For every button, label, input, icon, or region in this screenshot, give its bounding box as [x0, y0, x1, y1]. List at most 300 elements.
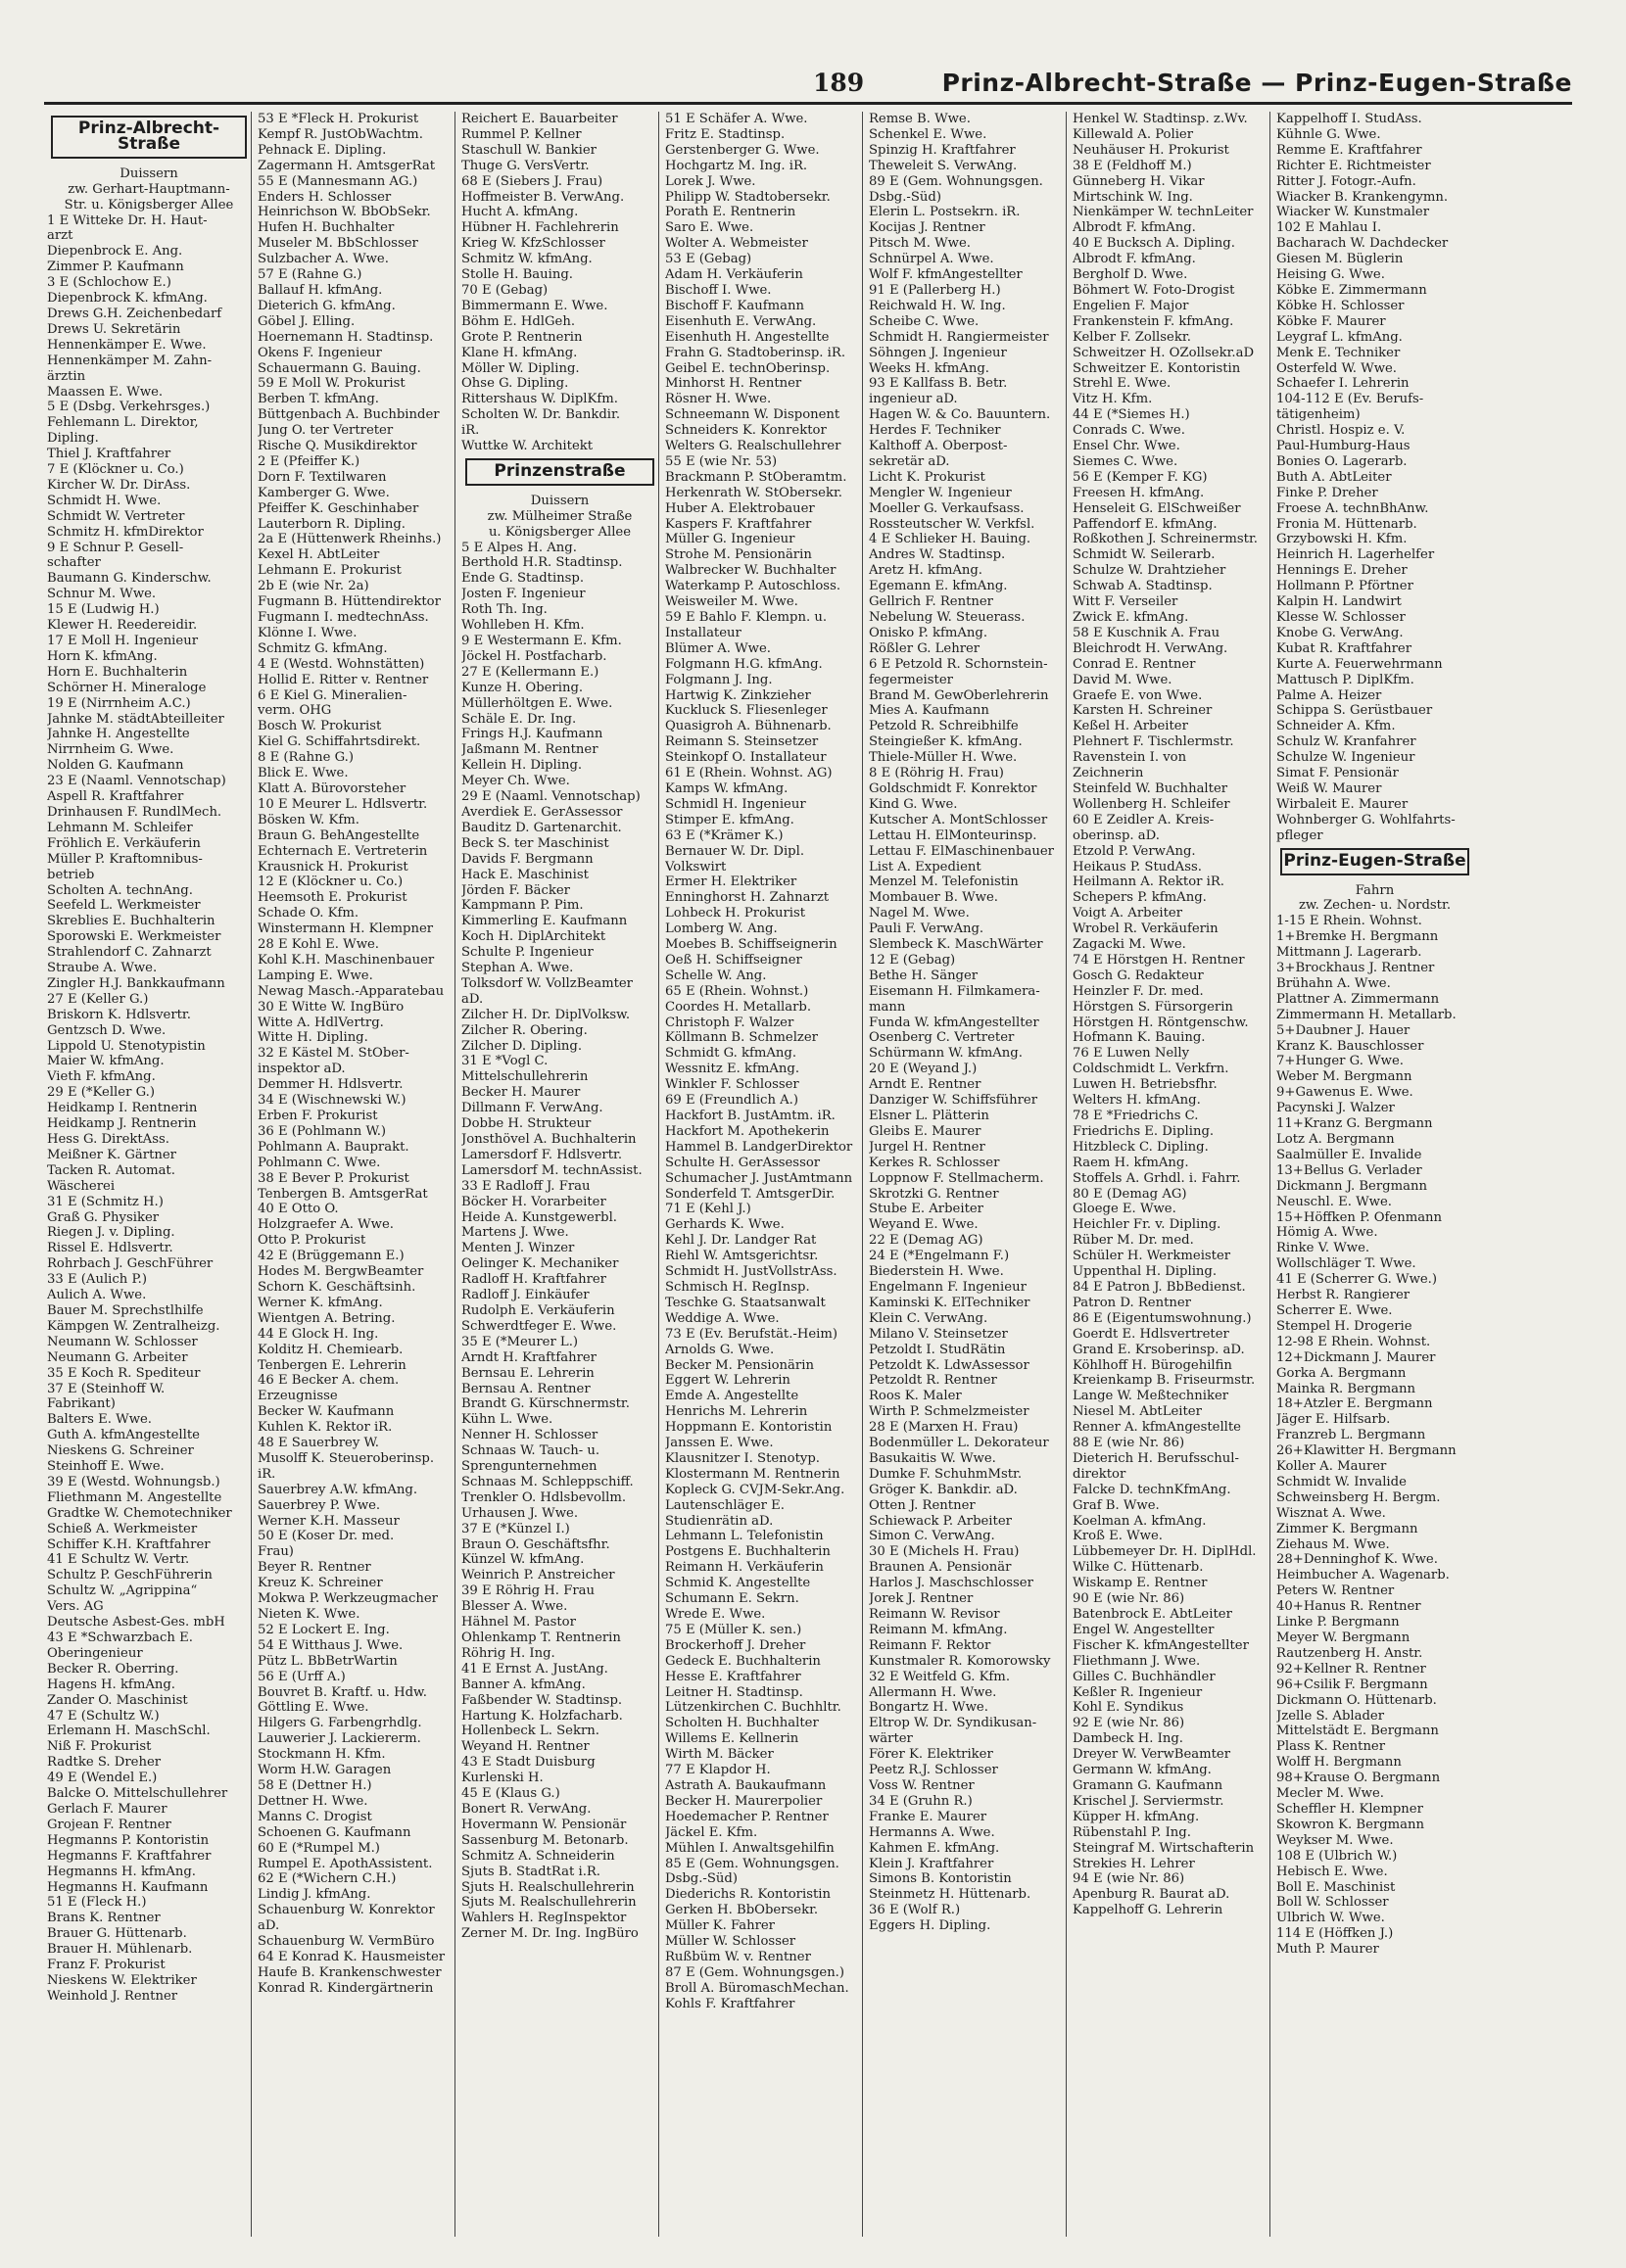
directory-entry: Strahlendorf C. Zahnarzt: [47, 945, 212, 961]
directory-entry: Schultz W. „Agrippina“: [47, 1583, 198, 1599]
directory-entry: Killewald A. Polier: [1073, 126, 1194, 142]
directory-entry: Mirtschink W. Ing.: [1073, 189, 1193, 205]
directory-entry: Brauer G. Hüttenarb.: [47, 1926, 187, 1942]
directory-entry: 98+Krause O. Bergmann: [1276, 1771, 1441, 1786]
directory-entry: Horn K. kfmAng.: [47, 648, 158, 664]
directory-entry: Böcker H. Vorarbeiter: [461, 1194, 606, 1209]
directory-entry: Wisznat A. Wwe.: [1276, 1505, 1386, 1521]
directory-entry: Lettau H. ElMonteurinsp.: [869, 827, 1037, 843]
directory-entry: Schelle W. Ang.: [665, 968, 767, 983]
directory-entry: Witte H. Dipling.: [258, 1030, 368, 1046]
directory-entry: 30 E Witte W. IngBüro: [258, 999, 405, 1015]
directory-entry: 2a E (Hüttenwerk Rheinhs.): [258, 532, 442, 547]
directory-entry: Sjuts M. Realschullehrerin: [461, 1895, 637, 1911]
directory-entry: Nieten K. Wwe.: [258, 1607, 360, 1622]
directory-entry: 22 E (Demag AG): [869, 1233, 983, 1249]
directory-entry: Müller W. Schlosser: [665, 1934, 796, 1950]
directory-entry: 37 E (Steinhoff W.: [47, 1381, 166, 1396]
directory-entry: Radtke S. Dreher: [47, 1755, 162, 1771]
directory-entry: 90 E (wie Nr. 86): [1073, 1591, 1185, 1607]
directory-entry: 59 E Bahlo F. Klempn. u.: [665, 610, 828, 625]
directory-entry: Lettau F. ElMaschinenbauer: [869, 843, 1054, 859]
directory-entry: Kocijas J. Rentner: [869, 220, 985, 236]
directory-entry: iR.: [461, 423, 480, 439]
directory-entry: Bernsau A. Rentner: [461, 1381, 591, 1396]
directory-entry: Graefe E. von Wwe.: [1073, 687, 1203, 703]
directory-entry: Briskorn K. Hdlsvertr.: [47, 1007, 191, 1022]
directory-entry: Welters H. kfmAng.: [1073, 1093, 1201, 1109]
directory-entry: Worm H.W. Garagen: [258, 1763, 392, 1778]
directory-entry: Mombauer B. Wwe.: [869, 890, 998, 906]
directory-entry: Wirth M. Bäcker: [665, 1747, 774, 1763]
directory-entry: Saalmüller E. Invalide: [1276, 1147, 1422, 1162]
directory-entry: 8 E (Rahne G.): [258, 750, 355, 766]
directory-entry: 102 E Mahlau I.: [1276, 220, 1382, 236]
directory-entry: Zimmermann H. Metallarb.: [1276, 1007, 1457, 1022]
directory-entry: Heinrichson W. BbObSekr.: [258, 205, 431, 220]
directory-entry: Kuhlen K. Rektor iR.: [258, 1420, 393, 1436]
directory-entry: 31 E (Schmitz H.): [47, 1194, 164, 1209]
directory-entry: Rudolph E. Verkäuferin: [461, 1302, 615, 1318]
directory-entry: Balters E. Wwe.: [47, 1412, 152, 1428]
directory-entry: Arndt E. Rentner: [869, 1077, 981, 1093]
directory-entry: Bosch W. Prokurist: [258, 719, 382, 734]
directory-entry: 9 E Schnur P. Gesell-: [47, 540, 184, 555]
directory-entry: Rische Q. Musikdirektor: [258, 439, 417, 454]
directory-entry: Gramann G. Kaufmann: [1073, 1777, 1223, 1793]
directory-entry: Heidkamp J. Rentnerin: [47, 1116, 197, 1132]
directory-entry: Hegmanns H. Kaufmann: [47, 1879, 209, 1895]
directory-entry: Maier W. kfmAng.: [47, 1054, 165, 1069]
directory-entry: 12+Dickmann J. Maurer: [1276, 1349, 1436, 1365]
directory-entry: Hackfort M. Apothekerin: [665, 1123, 830, 1139]
directory-entry: Hilgers G. Farbengrhdlg.: [258, 1716, 422, 1731]
directory-entry: Philipp W. Stadtobersekr.: [665, 189, 831, 205]
directory-entry: Schulze W. Ingenieur: [1276, 750, 1415, 766]
directory-entry: Schäle E. Dr. Ing.: [461, 711, 577, 727]
directory-entry: Slembeck K. MaschWärter: [869, 937, 1043, 953]
directory-entry: Roth Th. Ing.: [461, 602, 548, 618]
directory-entry: 6 E Kiel G. Mineralien-: [258, 687, 407, 703]
directory-entry: Heising G. Wwe.: [1276, 267, 1385, 283]
directory-entry: 52 E Lockert E. Ing.: [258, 1622, 390, 1637]
directory-entry: Mittelschullehrerin: [461, 1069, 589, 1085]
directory-entry: Eisemann H. Filmkamera-: [869, 983, 1040, 999]
directory-entry: 3+Brockhaus J. Rentner: [1276, 961, 1435, 976]
directory-entry: Licht K. Prokurist: [869, 469, 985, 485]
directory-entry: Klausnitzer I. Stenotyp.: [665, 1450, 820, 1466]
directory-entry: Reimann M. kfmAng.: [869, 1622, 1008, 1637]
directory-entry: Geibel E. technOberinsp.: [665, 360, 831, 376]
directory-entry: Leitner H. Stadtinsp.: [665, 1684, 803, 1700]
directory-entry: Jahnke M. städtAbteilleiter: [47, 711, 224, 727]
directory-entry: Schulz W. Kranfahrer: [1276, 734, 1416, 750]
directory-entry: Wientgen A. Betring.: [258, 1310, 396, 1326]
directory-entry: Wohlleben H. Kfm.: [461, 618, 585, 634]
directory-entry: David M. Wwe.: [1073, 672, 1172, 687]
directory-entry: Karsten H. Schreiner: [1073, 703, 1213, 719]
directory-entry: Conrad E. Rentner: [1073, 656, 1196, 672]
directory-entry: 63 E (*Krämer K.): [665, 827, 784, 843]
directory-entry: Heimbucher A. Wagenarb.: [1276, 1568, 1450, 1583]
directory-entry: 7 E (Klöckner u. Co.): [47, 462, 184, 478]
directory-entry: Giesen M. Büglerin: [1276, 252, 1404, 267]
directory-entry: Schörner H. Mineraloge: [47, 680, 207, 695]
directory-entry: Berthold H.R. Stadtinsp.: [461, 555, 623, 571]
directory-entry: Franz F. Prokurist: [47, 1958, 166, 1973]
directory-entry: Neuhäuser H. Prokurist: [1073, 142, 1229, 158]
directory-entry: 5+Daubner J. Hauer: [1276, 1022, 1411, 1038]
directory-entry: Böhmert W. Foto-Drogist: [1073, 282, 1235, 298]
directory-entry: Kolditz H. Chemiearb.: [258, 1342, 404, 1357]
directory-entry: Petzoldt R. Rentner: [869, 1373, 997, 1389]
directory-entry: Kranz K. Bauschlosser: [1276, 1038, 1424, 1054]
directory-entry: Gerlach F. Maurer: [47, 1801, 167, 1817]
directory-entry: Ermer H. Elektriker: [665, 874, 797, 890]
directory-entry: Rüber M. Dr. med.: [1073, 1233, 1194, 1249]
directory-entry: Hegmanns F. Kraftfahrer: [47, 1848, 212, 1864]
directory-entry: Hartwig K. Zinkzieher: [665, 687, 811, 703]
directory-entry: Scholten H. Buchhalter: [665, 1716, 819, 1731]
directory-entry: Milano V. Steinsetzer: [869, 1326, 1008, 1342]
directory-entry: Hufen H. Buchhalter: [258, 220, 395, 236]
directory-entry: 56 E (Kemper F. KG): [1073, 469, 1208, 485]
directory-entry: Schnur M. Wwe.: [47, 587, 157, 602]
directory-entry: Büttgenbach A. Buchbinder: [258, 407, 440, 423]
directory-entry: Klesse W. Schlosser: [1276, 610, 1406, 625]
directory-entry: Hennings E. Dreher: [1276, 563, 1408, 579]
directory-entry: 4 E Schlieker H. Bauing.: [869, 532, 1031, 547]
directory-entry: Schweitzer E. Kontoristin: [1073, 360, 1241, 376]
directory-entry: Fröhlich E. Verkäuferin: [47, 835, 201, 851]
directory-entry: Weyand E. Wwe.: [869, 1217, 979, 1233]
directory-entry: Jonsthövel A. Buchhalterin: [461, 1132, 637, 1147]
directory-entry: Menzel M. Telefonistin: [869, 874, 1019, 890]
directory-entry: Plehnert F. Tischlermstr.: [1073, 734, 1234, 750]
directory-entry: Petzold R. Schreibhilfe: [869, 719, 1019, 734]
directory-entry: Freesen H. kfmAng.: [1073, 485, 1205, 500]
directory-entry: Allermann H. Wwe.: [869, 1684, 997, 1700]
directory-entry: Mies A. Kaufmann: [869, 703, 989, 719]
directory-entry: Renner A. kfmAngestellte: [1073, 1420, 1241, 1436]
directory-entry: Paffendorf E. kfmAng.: [1073, 516, 1218, 532]
directory-entry: Köbke H. Schlosser: [1276, 298, 1405, 313]
directory-entry: Aretz H. kfmAng.: [869, 563, 982, 579]
directory-entry: Lübbemeyer Dr. H. DiplHdl.: [1073, 1544, 1257, 1560]
directory-entry: Averdiek E. GerAssessor: [461, 804, 623, 820]
directory-entry: Engelmann F. Ingenieur: [869, 1279, 1027, 1295]
directory-entry: Schumann E. Sekrn.: [665, 1591, 799, 1607]
directory-entry: Rumpel E. ApothAssistent.: [258, 1856, 433, 1871]
directory-entry: Peters W. Rentner: [1276, 1583, 1395, 1599]
page-number: 189: [813, 69, 865, 97]
directory-entry: Urhausen J. Wwe.: [461, 1505, 579, 1521]
directory-entry: Bernauer W. Dr. Dipl.: [665, 843, 805, 859]
directory-entry: 48 E Sauerbrey W.: [258, 1436, 379, 1451]
directory-entry: Bischoff F. Kaufmann: [665, 298, 804, 313]
directory-entry: Hitzbleck C. Dipling.: [1073, 1139, 1209, 1155]
directory-entry: Simon C. VerwAng.: [869, 1529, 995, 1544]
directory-column: [47, 112, 251, 2237]
directory-entry: Heide A. Kunstgewerbl.: [461, 1209, 617, 1225]
directory-entry: Osterfeld W. Wwe.: [1276, 360, 1397, 376]
directory-entry: 40+Hanus R. Rentner: [1276, 1599, 1421, 1615]
directory-entry: Gilles C. Buchhändler: [1073, 1669, 1216, 1684]
directory-entry: Schmidl H. Ingenieur: [665, 796, 806, 812]
directory-entry: Aspell R. Kraftfahrer: [47, 789, 184, 805]
directory-entry: Kappelhoff G. Lehrerin: [1073, 1903, 1223, 1918]
directory-entry: verm. OHG: [258, 703, 332, 719]
directory-entry: arzt: [47, 228, 73, 244]
directory-entry: 17 E Moll H. Ingenieur: [47, 634, 199, 648]
directory-entry: Niesel M. AbtLeiter: [1073, 1404, 1202, 1420]
directory-entry: Krieg W. KfzSchlosser: [461, 236, 605, 252]
directory-entry: Schiffer K.H. Kraftfahrer: [47, 1536, 211, 1552]
directory-entry: Roßkothen J. Schreinermstr.: [1073, 532, 1258, 547]
directory-entry: 44 E (*Siemes H.): [1073, 407, 1190, 423]
directory-entry: Dorn F. Textilwaren: [258, 469, 387, 485]
directory-entry: Lauwerier J. Lackiererm.: [258, 1731, 421, 1747]
directory-entry: 3 E (Schlochow E.): [47, 275, 171, 291]
directory-entry: Nienkämper W. technLeiter: [1073, 205, 1254, 220]
directory-entry: Reimann S. Steinsetzer: [665, 734, 819, 750]
directory-entry: Bergholf D. Wwe.: [1073, 267, 1188, 283]
directory-entry: 42 E (Brüggemann E.): [258, 1249, 405, 1264]
directory-entry: Schumacher J. JustAmtmann: [665, 1170, 853, 1186]
directory-entry: Hebisch E. Wwe.: [1276, 1864, 1388, 1879]
directory-entry: Steingießer K. kfmAng.: [869, 734, 1023, 750]
directory-entry: Zagacki M. Wwe.: [1073, 937, 1186, 953]
directory-entry: Wirth P. Schmelzmeister: [869, 1404, 1029, 1420]
directory-entry: Germann W. kfmAng.: [1073, 1763, 1212, 1778]
directory-column: [1066, 112, 1269, 2237]
directory-entry: 89 E (Gem. Wohnungsgen.: [869, 173, 1043, 189]
directory-entry: Braun G. BehAngestellte: [258, 827, 420, 843]
directory-entry: 108 E (Ulbrich W.): [1276, 1848, 1398, 1864]
directory-entry: Kämpgen W. Zentralheizg.: [47, 1318, 220, 1334]
directory-entry: Goldschmidt F. Konrektor: [869, 780, 1037, 796]
directory-entry: Klane H. kfmAng.: [461, 345, 578, 360]
directory-entry: Muth P. Maurer: [1276, 1942, 1379, 1958]
directory-entry: Schmisch H. RegInsp.: [665, 1279, 810, 1295]
directory-entry: Pfeiffer K. Geschinhaber: [258, 500, 419, 516]
directory-entry: 43 E Stadt Duisburg: [461, 1755, 596, 1771]
directory-entry: 41 E Schultz W. Vertr.: [47, 1552, 190, 1568]
directory-entry: Skrotzki G. Rentner: [869, 1186, 999, 1202]
directory-entry: Klein C. VerwAng.: [869, 1310, 988, 1326]
directory-entry: Jung O. ter Vertreter: [258, 423, 394, 439]
directory-entry: Winstermann H. Klempner: [258, 921, 434, 937]
directory-entry: Simat F. Pensionär: [1276, 766, 1399, 781]
directory-entry: Plattner A. Zimmermann: [1276, 991, 1440, 1007]
directory-entry: Minhorst H. Rentner: [665, 376, 802, 392]
directory-entry: Gloege E. Wwe.: [1073, 1202, 1176, 1217]
directory-entry: betrieb: [47, 867, 95, 882]
directory-entry: Arndt H. Kraftfahrer: [461, 1349, 597, 1365]
directory-entry: Gentzsch D. Wwe.: [47, 1022, 167, 1038]
directory-entry: aD.: [258, 1918, 280, 1934]
directory-entry: 38 E Bever P. Prokurist: [258, 1170, 409, 1186]
directory-entry: Schepers P. kfmAng.: [1073, 890, 1207, 906]
directory-entry: Schweitzer H. OZollsekr.aD: [1073, 345, 1255, 360]
directory-entry: Heidkamp I. Rentnerin: [47, 1101, 198, 1116]
directory-entry: 74 E Hörstgen H. Rentner: [1073, 952, 1245, 968]
directory-entry: Linke P. Bergmann: [1276, 1615, 1400, 1630]
directory-entry: Brackmann P. StOberamtm.: [665, 469, 847, 485]
directory-entry: Heikaus P. StudAss.: [1073, 859, 1202, 874]
directory-entry: Echternach E. Vertreterin: [258, 843, 428, 859]
directory-entry: Palme A. Heizer: [1276, 687, 1382, 703]
directory-entry: 96+Csilik F. Bergmann: [1276, 1677, 1428, 1692]
directory-entry: Hochgartz M. Ing. iR.: [665, 158, 808, 173]
directory-entry: 1-15 E Rhein. Wohnst.: [1276, 914, 1422, 929]
directory-entry: Franke E. Maurer: [869, 1809, 987, 1824]
directory-entry: Konrad R. Kindergärtnerin: [258, 1980, 434, 1996]
directory-entry: Holzgraefer A. Wwe.: [258, 1217, 394, 1233]
directory-entry: 4 E (Westd. Wohnstätten): [258, 656, 425, 672]
directory-entry: 86 E (Eigentumswohnung.): [1073, 1310, 1252, 1326]
directory-entry: Thuge G. VersVertr.: [461, 158, 590, 173]
directory-entry: Volkswirt: [665, 859, 727, 874]
directory-entry: Becker H. Maurerpolier: [665, 1793, 823, 1809]
directory-entry: schafter: [47, 555, 101, 571]
directory-entry: Scherrer E. Wwe.: [1276, 1302, 1393, 1318]
directory-column: [1269, 112, 1473, 2237]
directory-entry: Meyer Ch. Wwe.: [461, 774, 570, 789]
directory-entry: Rossteutscher W. Verkfsl.: [869, 516, 1035, 532]
directory-entry: Blesser A. Wwe.: [461, 1599, 568, 1615]
directory-entry: Gerhards K. Wwe.: [665, 1217, 785, 1233]
directory-entry: Wiacker W. Kunstmaler: [1276, 205, 1430, 220]
directory-entry: Jzelle S. Ablader: [1276, 1708, 1385, 1724]
directory-entry: Schauenburg W. Konrektor: [258, 1903, 435, 1918]
directory-entry: Otten J. Rentner: [869, 1497, 976, 1513]
directory-entry: 56 E (Urff A.): [258, 1669, 346, 1684]
directory-entry: Patron D. Rentner: [1073, 1295, 1191, 1310]
directory-entry: Hörstgen H. Röntgenschw.: [1073, 1015, 1249, 1030]
directory-entry: Reichert E. Bauarbeiter: [461, 112, 618, 126]
directory-entry: Bodenmüller L. Dekorateur: [869, 1436, 1049, 1451]
directory-entry: Plass K. Rentner: [1276, 1739, 1386, 1755]
directory-entry: Hörstgen S. Fürsorgerin: [1073, 999, 1233, 1015]
directory-entry: 28 E Kohl E. Wwe.: [258, 937, 379, 953]
directory-entry: Beck S. ter Maschinist: [461, 835, 609, 851]
directory-entry: 85 E (Gem. Wohnungsgen.: [665, 1856, 839, 1871]
directory-entry: Schulte P. Ingenieur: [461, 945, 594, 961]
directory-entry: Teschke G. Staatsanwalt: [665, 1295, 826, 1310]
directory-entry: Vieth F. kfmAng.: [47, 1069, 156, 1085]
directory-entry: Harlos J. Maschschlosser: [869, 1576, 1033, 1591]
directory-entry: Schulte H. GerAssessor: [665, 1155, 821, 1170]
directory-entry: Müller K. Fahrer: [665, 1918, 775, 1934]
directory-entry: Willems E. Kellnerin: [665, 1731, 799, 1747]
directory-entry: Mengler W. Ingenieur: [869, 485, 1012, 500]
directory-entry: Kuckluck S. Fliesenleger: [665, 703, 828, 719]
directory-entry: Keßler R. Ingenieur: [1073, 1684, 1203, 1700]
directory-entry: Strehl E. Wwe.: [1073, 376, 1172, 392]
directory-entry: Drews G.H. Zeichenbedarf: [47, 306, 222, 321]
directory-entry: 94 E (wie Nr. 86): [1073, 1871, 1185, 1887]
directory-entry: Frahn G. Stadtoberinsp. iR.: [665, 345, 846, 360]
directory-entry: Nirrnheim G. Wwe.: [47, 742, 174, 758]
directory-entry: Tenbergen E. Lehrerin: [258, 1357, 406, 1373]
directory-entry: Musolff K. Steueroberinsp.: [258, 1450, 435, 1466]
directory-entry: Wollenberg H. Schleifer: [1073, 796, 1230, 812]
directory-entry: Wessnitz E. kfmAng.: [665, 1062, 800, 1077]
directory-entry: Hammel B. LandgerDirektor: [665, 1139, 853, 1155]
directory-entry: Wirbaleit E. Maurer: [1276, 796, 1409, 812]
directory-entry: Klatt A. Bürovorsteher: [258, 780, 406, 796]
directory-entry: Schüler H. Werkmeister: [1073, 1249, 1231, 1264]
directory-entry: 54 E Witthaus J. Wwe.: [258, 1637, 404, 1653]
directory-entry: Kamberger G. Wwe.: [258, 485, 390, 500]
directory-entry: Petzoldt K. LdwAssessor: [869, 1357, 1029, 1373]
directory-entry: Wolter A. Webmeister: [665, 236, 808, 252]
directory-entry: Frau): [258, 1544, 294, 1560]
directory-entry: Diepenbrock K. kfmAng.: [47, 291, 208, 307]
directory-entry: 43 E *Schwarzbach E.: [47, 1630, 193, 1645]
directory-entry: Herkenrath W. StObersekr.: [665, 485, 842, 500]
directory-entry: 76 E Luwen Nelly: [1073, 1046, 1190, 1062]
directory-entry: Blick E. Wwe.: [258, 766, 349, 781]
directory-entry: Röhrig H. Ing.: [461, 1645, 555, 1661]
directory-entry: Rinke V. Wwe.: [1276, 1241, 1370, 1256]
directory-entry: 9 E Westermann E. Kfm.: [461, 634, 622, 648]
directory-entry: Stephan A. Wwe.: [461, 961, 574, 976]
directory-entry: Oberingenieur: [47, 1645, 143, 1661]
directory-entry: Rautzenberg H. Anstr.: [1276, 1645, 1423, 1661]
directory-entry: Kalthoff A. Oberpost-: [869, 439, 1008, 454]
directory-entry: Koelman A. kfmAng.: [1073, 1513, 1207, 1529]
directory-entry: Hoedemacher P. Rentner: [665, 1809, 829, 1824]
directory-entry: Vitz H. Kfm.: [1073, 392, 1153, 407]
directory-entry: Biederstein H. Wwe.: [869, 1264, 1004, 1280]
directory-entry: sekretär aD.: [869, 453, 950, 469]
directory-entry: Schaefer I. Lehrerin: [1276, 376, 1410, 392]
directory-entry: Stockmann H. Kfm.: [258, 1747, 386, 1763]
directory-entry: Demmer H. Hdlsvertr.: [258, 1077, 404, 1093]
directory-entry: Danziger W. Schiffsführer: [869, 1093, 1038, 1109]
directory-entry: Bleichrodt H. VerwAng.: [1073, 640, 1228, 656]
directory-entry: Skowron K. Bergmann: [1276, 1817, 1425, 1832]
directory-entry: Jurgel H. Rentner: [869, 1139, 985, 1155]
directory-entry: Ende G. Stadtinsp.: [461, 571, 585, 587]
directory-entry: Otto P. Prokurist: [258, 1233, 366, 1249]
directory-entry: Tacken R. Automat.: [47, 1162, 175, 1178]
directory-entry: inspektor aD.: [258, 1062, 346, 1077]
directory-entry: Ulbrich W. Wwe.: [1276, 1911, 1385, 1926]
directory-entry: Krausnick H. Prokurist: [258, 859, 408, 874]
directory-entry: Walbrecker W. Buchhalter: [665, 563, 837, 579]
directory-entry: 7+Hunger G. Wwe.: [1276, 1054, 1404, 1069]
directory-entry: Brans K. Rentner: [47, 1911, 161, 1926]
directory-entry: Meißner K. Gärtner: [47, 1147, 176, 1162]
directory-entry: Bauditz D. Gartenarchit.: [461, 820, 622, 835]
directory-entry: Spinzig H. Kraftfahrer: [869, 142, 1016, 158]
directory-entry: Ballauf H. kfmAng.: [258, 282, 383, 298]
directory-entry: Baumann G. Kinderschw.: [47, 571, 212, 587]
directory-entry: 60 E Zeidler A. Kreis-: [1073, 812, 1215, 827]
directory-entry: 55 E (Mannesmann AG.): [258, 173, 418, 189]
directory-entry: Zwick E. kfmAng.: [1073, 610, 1189, 625]
directory-entry: Kaspers F. Kraftfahrer: [665, 516, 812, 532]
directory-entry: 114 E (Höffken J.): [1276, 1926, 1394, 1942]
directory-entry: Heilmann A. Rektor iR.: [1073, 874, 1224, 890]
directory-entry: Strohe M. Pensionärin: [665, 547, 812, 563]
directory-entry: Fliethmann J. Wwe.: [1073, 1653, 1201, 1669]
directory-entry: tätigenheim): [1276, 407, 1361, 423]
directory-entry: Davids F. Bergmann: [461, 851, 594, 867]
